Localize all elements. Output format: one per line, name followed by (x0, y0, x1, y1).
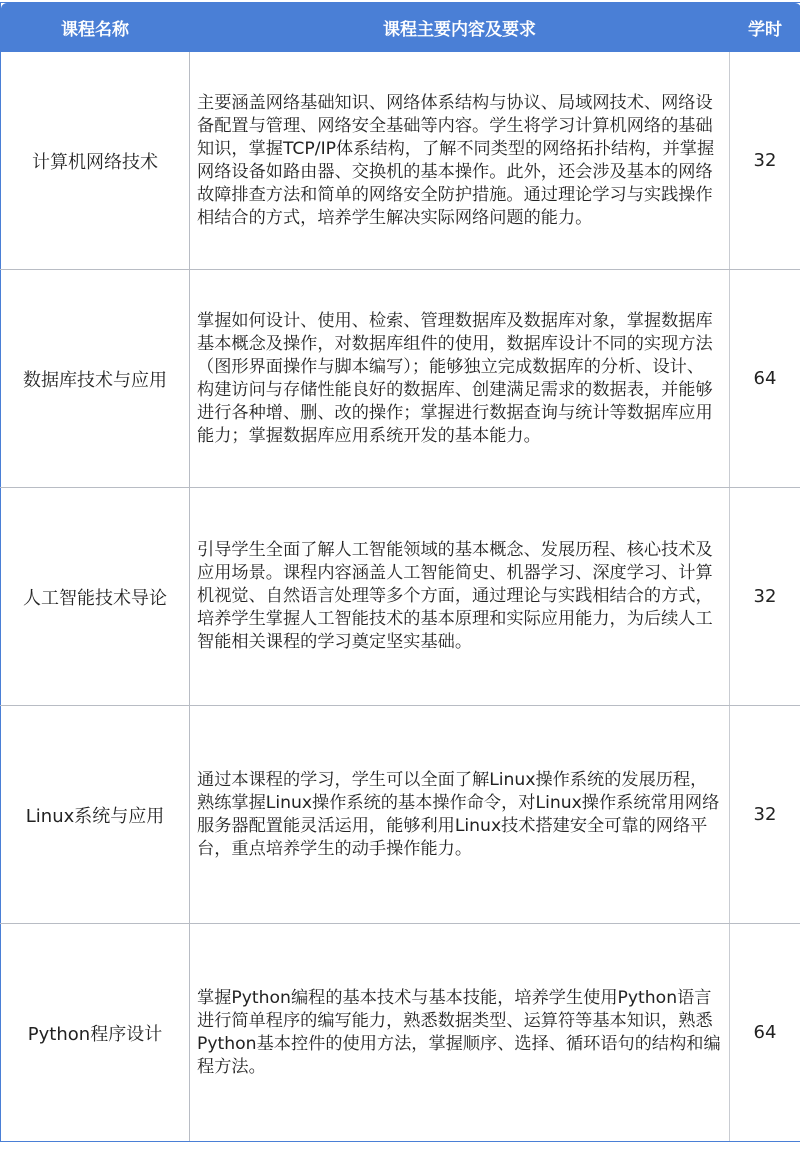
table-row (1, 52, 800, 270)
course-hours: 64 (730, 924, 800, 1142)
table-row (1, 924, 800, 1142)
header-hours: 学时 (730, 3, 800, 52)
table-row (1, 488, 800, 706)
table-body (1, 52, 800, 1142)
header-course-name: 课程名称 (1, 3, 190, 52)
course-description: 掌握如何设计、使用、检索、管理数据库及数据库对象，掌握数据库基本概念及操作，对数据库组件的使用，数据库设计不同的实现方法（图形界面操作与脚本编写）；能够独立完成数据库的分析、设计、构建访问与存储性能良好的数据库、创建满足需求的数据表，并能够进行各种增、删、改的操作；掌握进行数据查询与统计等数据库应用能力；掌握数据库应用系统开发的基本能力。 (190, 270, 730, 488)
course-hours: 32 (730, 706, 800, 924)
table-row (1, 706, 800, 924)
course-description: 通过本课程的学习，学生可以全面了解Linux操作系统的发展历程，熟练掌握Linux操作系统的基本操作命令，对Linux操作系统常用网络服务器配置能灵活运用，能够利用Linux技术搭建安全可靠的网络平台，重点培养学生的动手操作能力。 (190, 706, 730, 924)
course-name: Linux系统与应用 (1, 706, 190, 924)
course-name: Python程序设计 (1, 924, 190, 1142)
table-row (1, 270, 800, 488)
course-description: 主要涵盖网络基础知识、网络体系结构与协议、局域网技术、网络设备配置与管理、网络安全基础等内容。学生将学习计算机网络的基础知识，掌握TCP/IP体系结构，了解不同类型的网络拓扑结构，并掌握网络设备如路由器、交换机的基本操作。此外，还会涉及基本的网络故障排查方法和简单的网络安全防护措施。通过理论学习与实践操作相结合的方式，培养学生解决实际网络问题的能力。 (190, 52, 730, 270)
course-hours: 32 (730, 52, 800, 270)
course-hours: 64 (730, 270, 800, 488)
course-table (0, 2, 800, 1142)
table-header (1, 3, 800, 52)
course-name: 数据库技术与应用 (1, 270, 190, 488)
course-description: 掌握Python编程的基本技术与基本技能，培养学生使用Python语言进行简单程序的编写能力，熟悉数据类型、运算符等基本知识，熟悉Python基本控件的使用方法，掌握顺序、选择、循环语句的结构和编程方法。 (190, 924, 730, 1142)
course-hours: 32 (730, 488, 800, 706)
course-name: 人工智能技术导论 (1, 488, 190, 706)
header-course-content: 课程主要内容及要求 (190, 3, 730, 52)
course-description: 引导学生全面了解人工智能领域的基本概念、发展历程、核心技术及应用场景。课程内容涵盖人工智能简史、机器学习、深度学习、计算机视觉、自然语言处理等多个方面，通过理论与实践相结合的方式，培养学生掌握人工智能技术的基本原理和实际应用能力，为后续人工智能相关课程的学习奠定坚实基础。 (190, 488, 730, 706)
header-row (1, 3, 800, 52)
course-name: 计算机网络技术 (1, 52, 190, 270)
